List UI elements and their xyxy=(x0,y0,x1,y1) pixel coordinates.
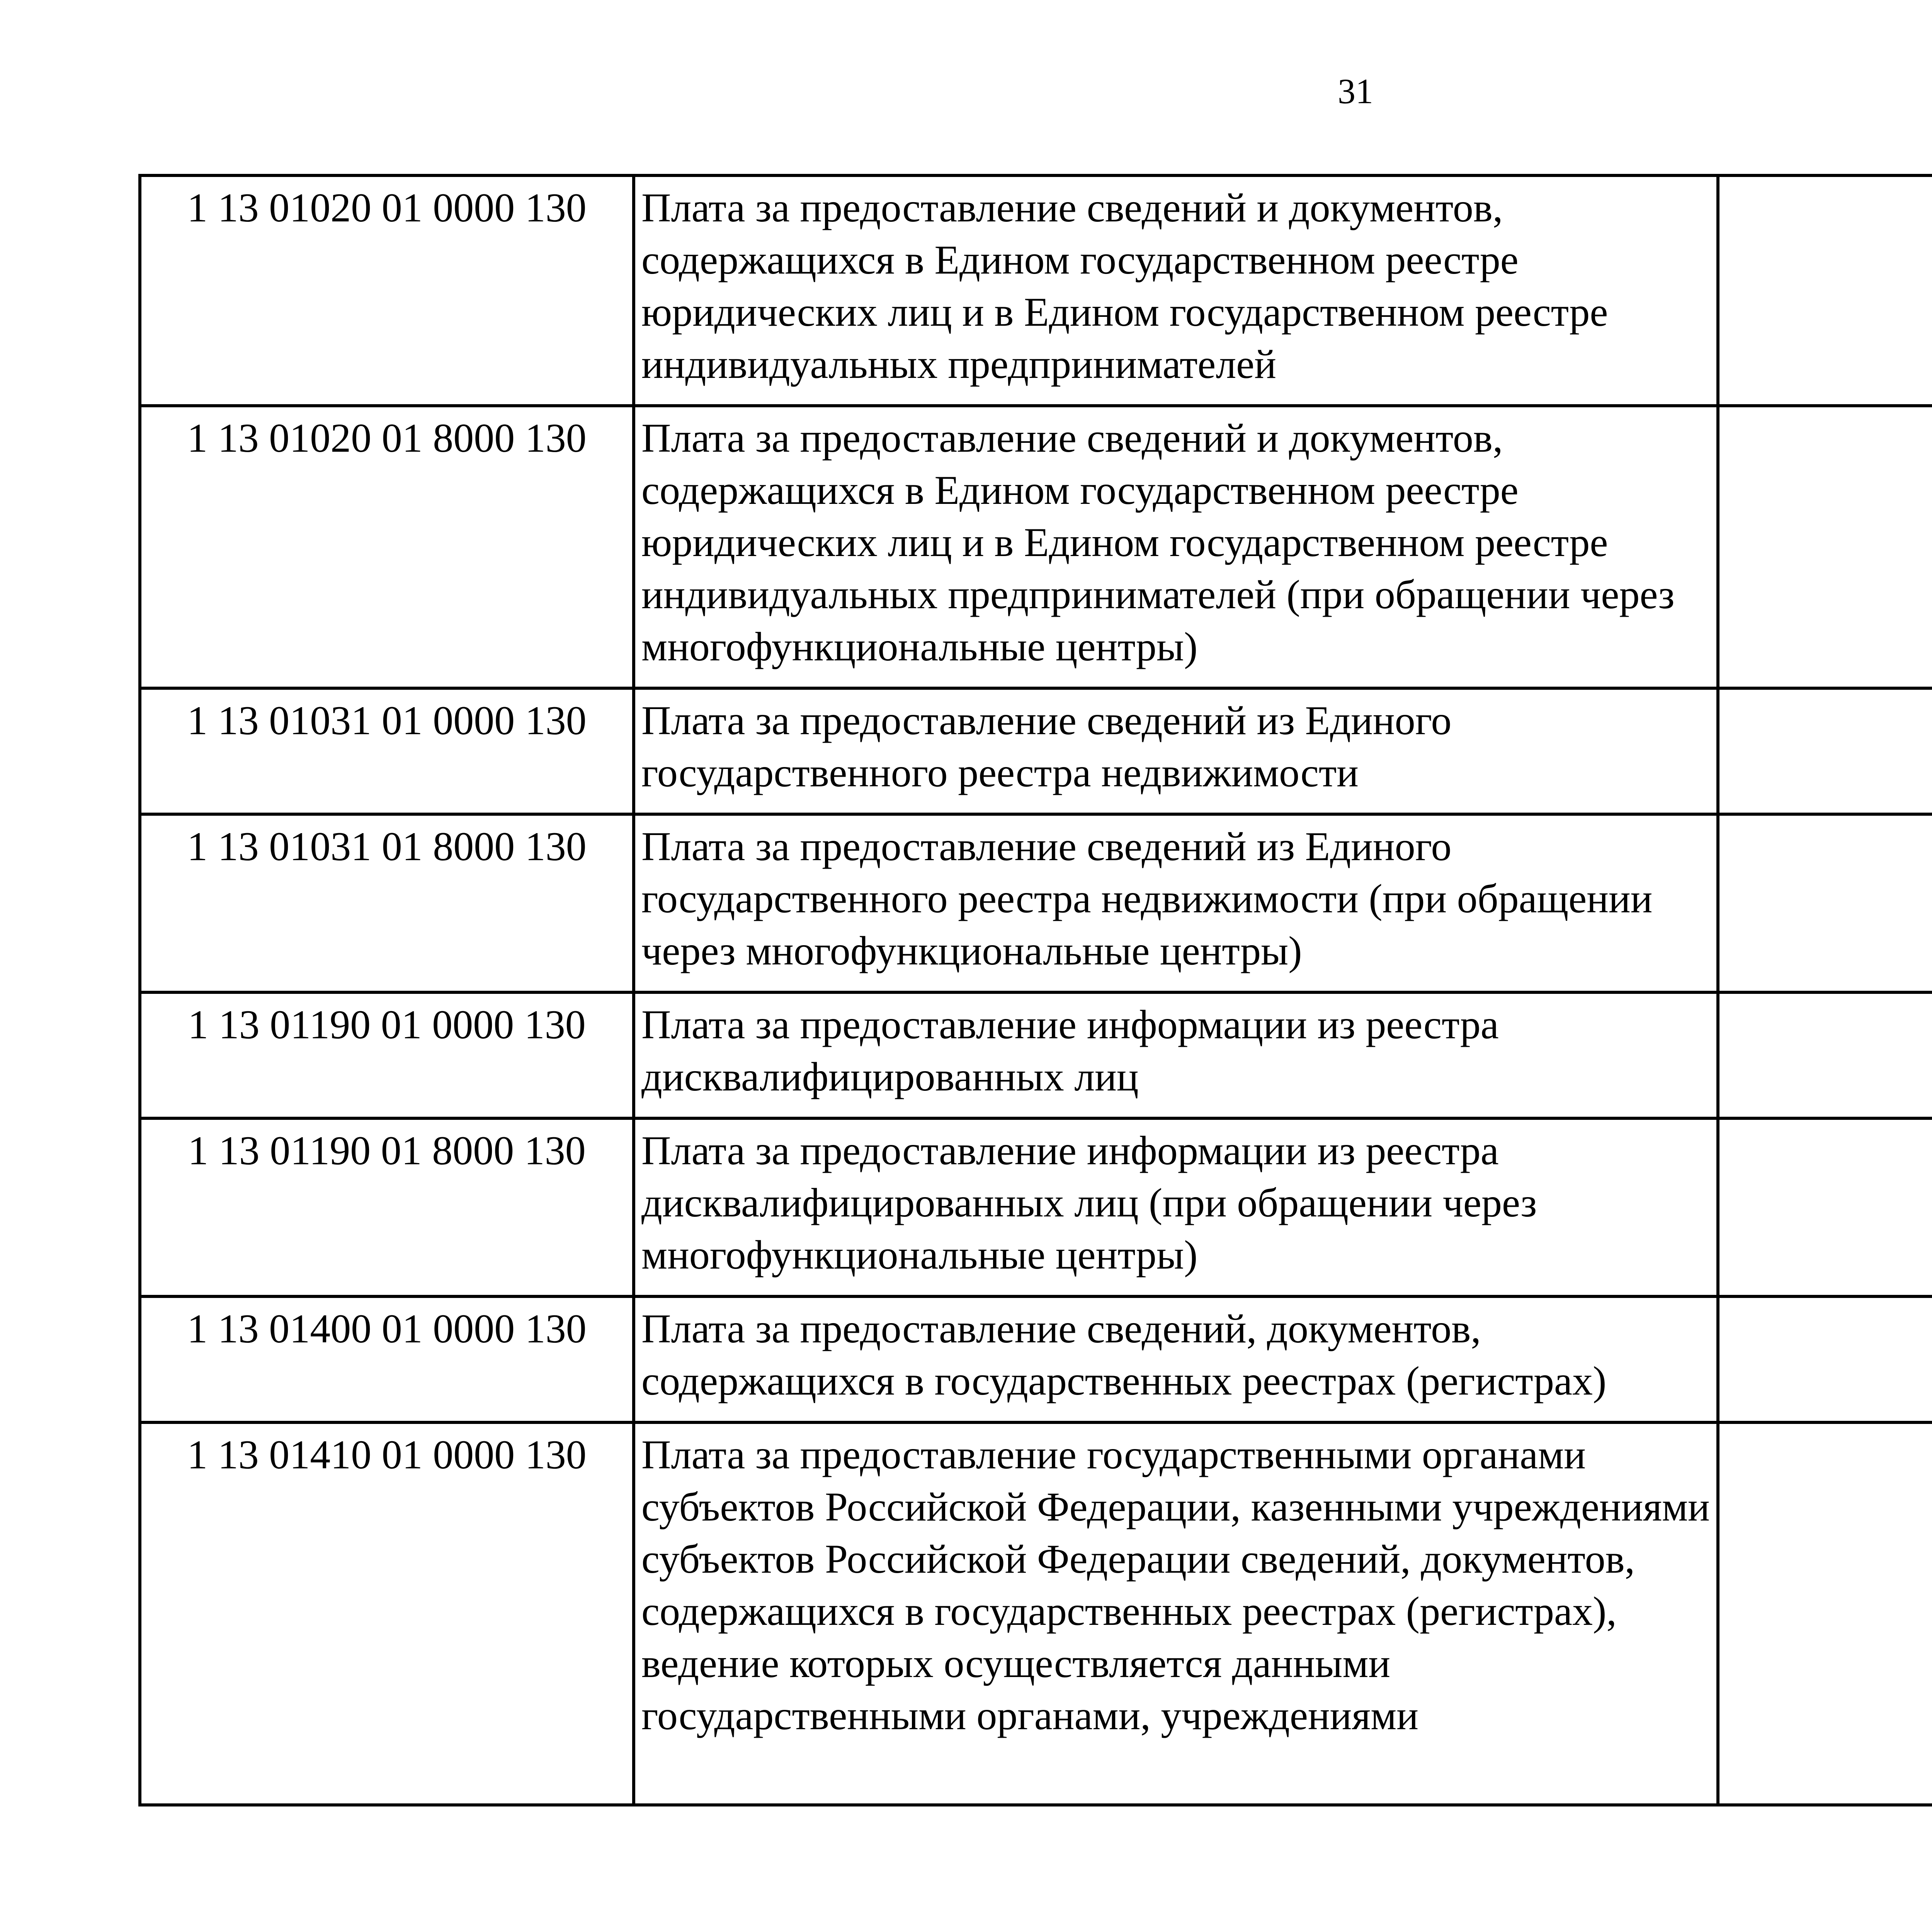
page-number: 31 xyxy=(1338,71,1373,111)
income-name: Плата за предоставление сведений, документов, содержащихся в государственных реестрах (регистрах) xyxy=(634,1296,1718,1422)
budget-table xyxy=(138,174,1932,1806)
classification-code: 1 13 01400 01 0000 130 xyxy=(140,1296,634,1422)
table-row xyxy=(140,1296,1932,1422)
income-name: Плата за предоставление информации из реестра дисквалифицированных лиц (при обращении через многофункциональные центры) xyxy=(634,1118,1718,1296)
value-year-1 xyxy=(1718,406,1932,688)
income-name: Плата за предоставление государственными органами субъектов Российской Федерации, казенными учреждениями субъектов Российской Федерации сведений, документов, содержащихся в государственных реестрах (регистрах), ведение которых осуществляется данными государственными органами, учреждениями xyxy=(634,1422,1718,1805)
table-row xyxy=(140,1118,1932,1296)
classification-code: 1 13 01190 01 8000 130 xyxy=(140,1118,634,1296)
value-year-1 xyxy=(1718,992,1932,1118)
income-name: Плата за предоставление сведений из Единого государственного реестра недвижимости (при обращении через многофункциональные центры) xyxy=(634,814,1718,992)
classification-code: 1 13 01031 01 0000 130 xyxy=(140,688,634,814)
classification-code: 1 13 01020 01 8000 130 xyxy=(140,406,634,688)
classification-code: 1 13 01410 01 0000 130 xyxy=(140,1422,634,1805)
value-year-1 xyxy=(1718,1296,1932,1422)
table-row xyxy=(140,992,1932,1118)
value-year-1 xyxy=(1718,814,1932,992)
income-name: Плата за предоставление сведений и документов, содержащихся в Едином государственном реестре юридических лиц и в Едином государственном реестре индивидуальных предпринимателей (при обращении через многофункциональные центры) xyxy=(634,406,1718,688)
income-name: Плата за предоставление сведений из Единого государственного реестра недвижимости xyxy=(634,688,1718,814)
table-row xyxy=(140,814,1932,992)
table-row xyxy=(140,688,1932,814)
value-year-1 xyxy=(1718,175,1932,406)
value-year-1 xyxy=(1718,1118,1932,1296)
classification-code: 1 13 01031 01 8000 130 xyxy=(140,814,634,992)
table-row xyxy=(140,175,1932,406)
table-row xyxy=(140,1422,1932,1805)
income-name: Плата за предоставление информации из реестра дисквалифицированных лиц xyxy=(634,992,1718,1118)
value-year-1 xyxy=(1718,688,1932,814)
income-name: Плата за предоставление сведений и документов, содержащихся в Едином государственном реестре юридических лиц и в Едином государственном реестре индивидуальных предпринимателей xyxy=(634,175,1718,406)
table-row xyxy=(140,406,1932,688)
value-year-1 xyxy=(1718,1422,1932,1805)
classification-code: 1 13 01190 01 0000 130 xyxy=(140,992,634,1118)
classification-code: 1 13 01020 01 0000 130 xyxy=(140,175,634,406)
